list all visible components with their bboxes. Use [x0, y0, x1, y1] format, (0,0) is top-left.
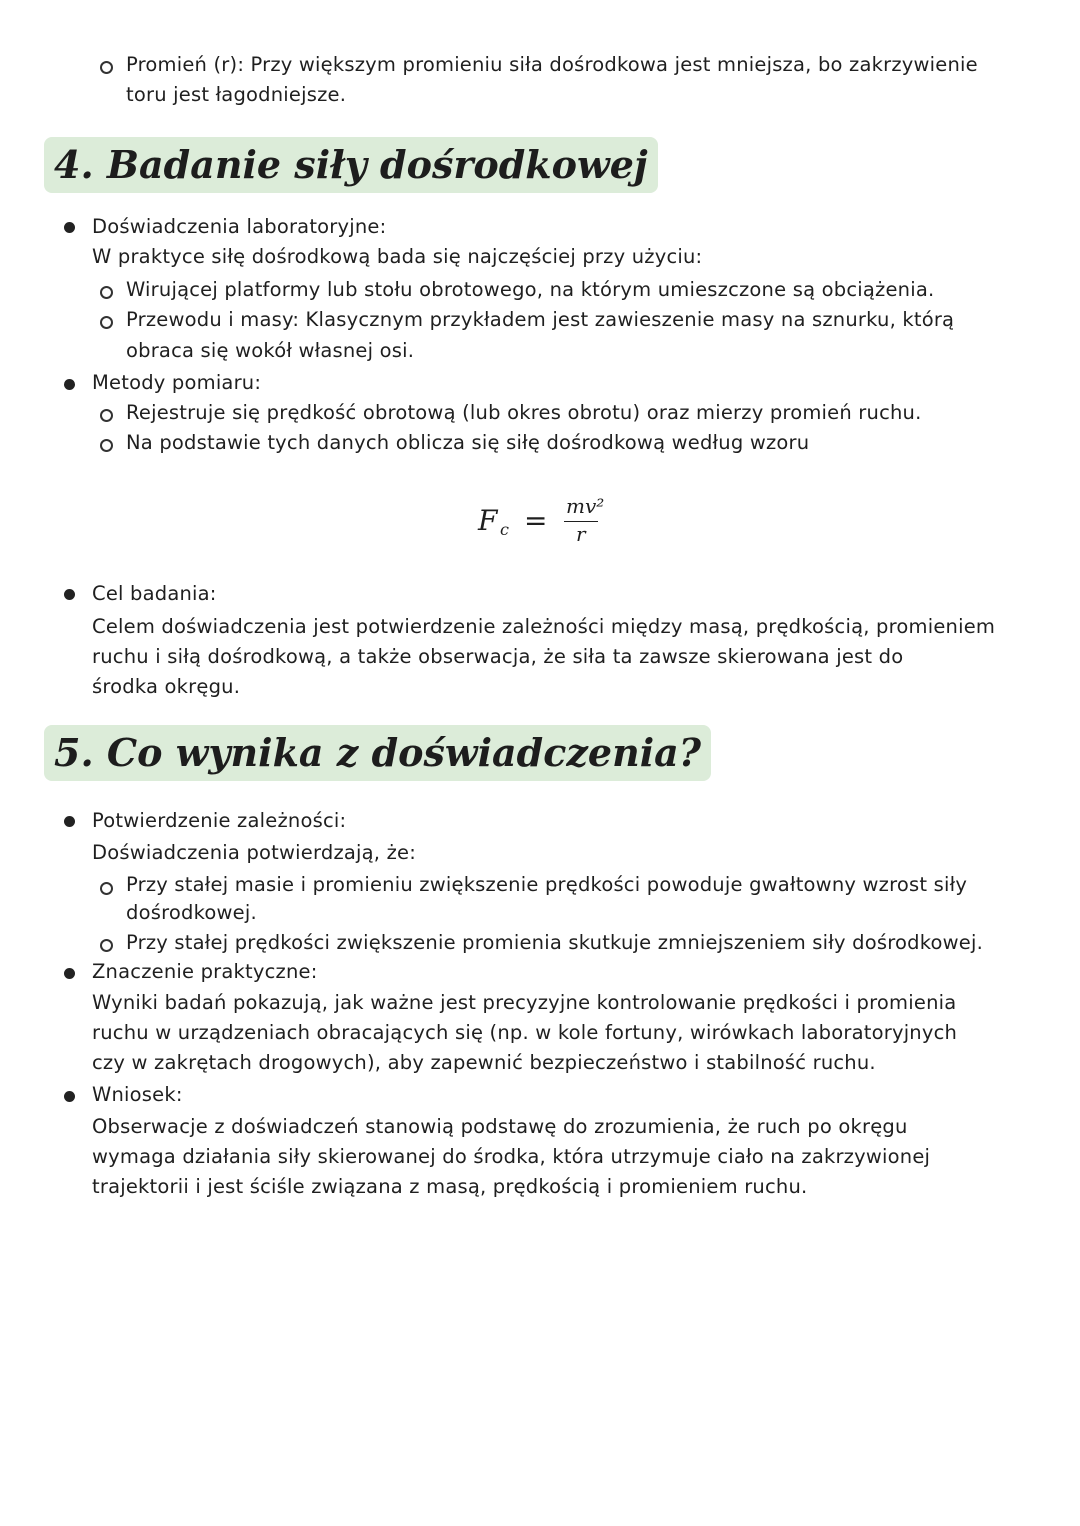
- text-line: ruchu w urządzeniach obracających się (np. w kole fortuny, wirówkach laboratoryjnych: [92, 1021, 958, 1044]
- text-line: środka okręgu.: [92, 675, 241, 698]
- section-5-heading: 5. Co wynika z doświadczenia?: [44, 725, 711, 781]
- formula-denominator: r: [576, 522, 586, 546]
- text-line: czy w zakrętach drogowych), aby zapewnić bezpieczeństwo i stabilność ruchu.: [92, 1051, 876, 1074]
- text-line: Wirującej platformy lub stołu obrotowego, na którym umieszczone są obciążenia.: [126, 278, 935, 301]
- bullet: [64, 589, 75, 600]
- text-line: dośrodkowej.: [126, 901, 257, 924]
- conclusion-label: Wniosek:: [92, 1083, 183, 1106]
- text-line: wymaga działania siły skierowanej do środka, która utrzymuje ciało na zakrzywionej: [92, 1145, 931, 1168]
- bullet: [64, 968, 75, 979]
- text-line: Wyniki badań pokazują, jak ważne jest precyzyjne kontrolowanie prędkości i promienia: [92, 991, 957, 1014]
- practical-label: Znaczenie praktyczne:: [92, 960, 318, 983]
- bullet: [64, 1091, 75, 1102]
- sub-bullet: [100, 286, 113, 299]
- text-line: Przewodu i masy: Klasycznym przykładem jest zawieszenie masy na sznurku, którą: [126, 308, 955, 331]
- formula-subscript: c: [500, 520, 509, 539]
- text-line: trajektorii i jest ściśle związana z masą, prędkością i promieniem ruchu.: [92, 1175, 808, 1198]
- text-line: Doświadczenia potwierdzają, że:: [92, 841, 416, 864]
- sub-bullet: [100, 316, 113, 329]
- sub-bullet: [100, 439, 113, 452]
- formula-numerator: mv²: [566, 494, 605, 518]
- sub-bullet: [100, 882, 113, 895]
- text-line: ruchu i siłą dośrodkową, a także obserwacja, że siła ta zawsze skierowana jest do: [92, 645, 904, 668]
- sub-bullet: [100, 61, 113, 74]
- bullet: [64, 816, 75, 827]
- sub-bullet: [100, 409, 113, 422]
- text-line: W praktyce siłę dośrodkową bada się najczęściej przy użyciu:: [92, 245, 703, 268]
- formula-force: F: [478, 504, 498, 537]
- formula-equals: =: [524, 504, 548, 537]
- text-line: toru jest łagodniejsze.: [126, 83, 347, 106]
- methods-label: Metody pomiaru:: [92, 371, 262, 394]
- text-line: Rejestruje się prędkość obrotową (lub okres obrotu) oraz mierzy promień ruchu.: [126, 401, 922, 424]
- bullet: [64, 222, 75, 233]
- section-4-heading: 4. Badanie siły dośrodkowej: [44, 137, 658, 193]
- confirm-label: Potwierdzenie zależności:: [92, 809, 347, 832]
- sub-bullet: [100, 939, 113, 952]
- text-line: obraca się wokół własnej osi.: [126, 339, 415, 362]
- text-line: Na podstawie tych danych oblicza się siłę dośrodkową według wzoru: [126, 431, 810, 454]
- text-line: Przy stałej prędkości zwiększenie promienia skutkuje zmniejszeniem siły dośrodkowej.: [126, 931, 984, 954]
- text-line: Promień (r): Przy większym promieniu siła dośrodkowa jest mniejsza, bo zakrzywienie: [126, 53, 978, 76]
- bullet: [64, 379, 75, 390]
- lab-label: Doświadczenia laboratoryjne:: [92, 215, 387, 238]
- text-line: Obserwacje z doświadczeń stanowią podstawę do zrozumienia, że ruch po okręgu: [92, 1115, 908, 1138]
- text-line: Przy stałej masie i promieniu zwiększenie prędkości powoduje gwałtowny wzrost siły: [126, 873, 968, 896]
- goal-label: Cel badania:: [92, 582, 217, 605]
- text-line: Celem doświadczenia jest potwierdzenie zależności między masą, prędkością, promieniem: [92, 615, 996, 638]
